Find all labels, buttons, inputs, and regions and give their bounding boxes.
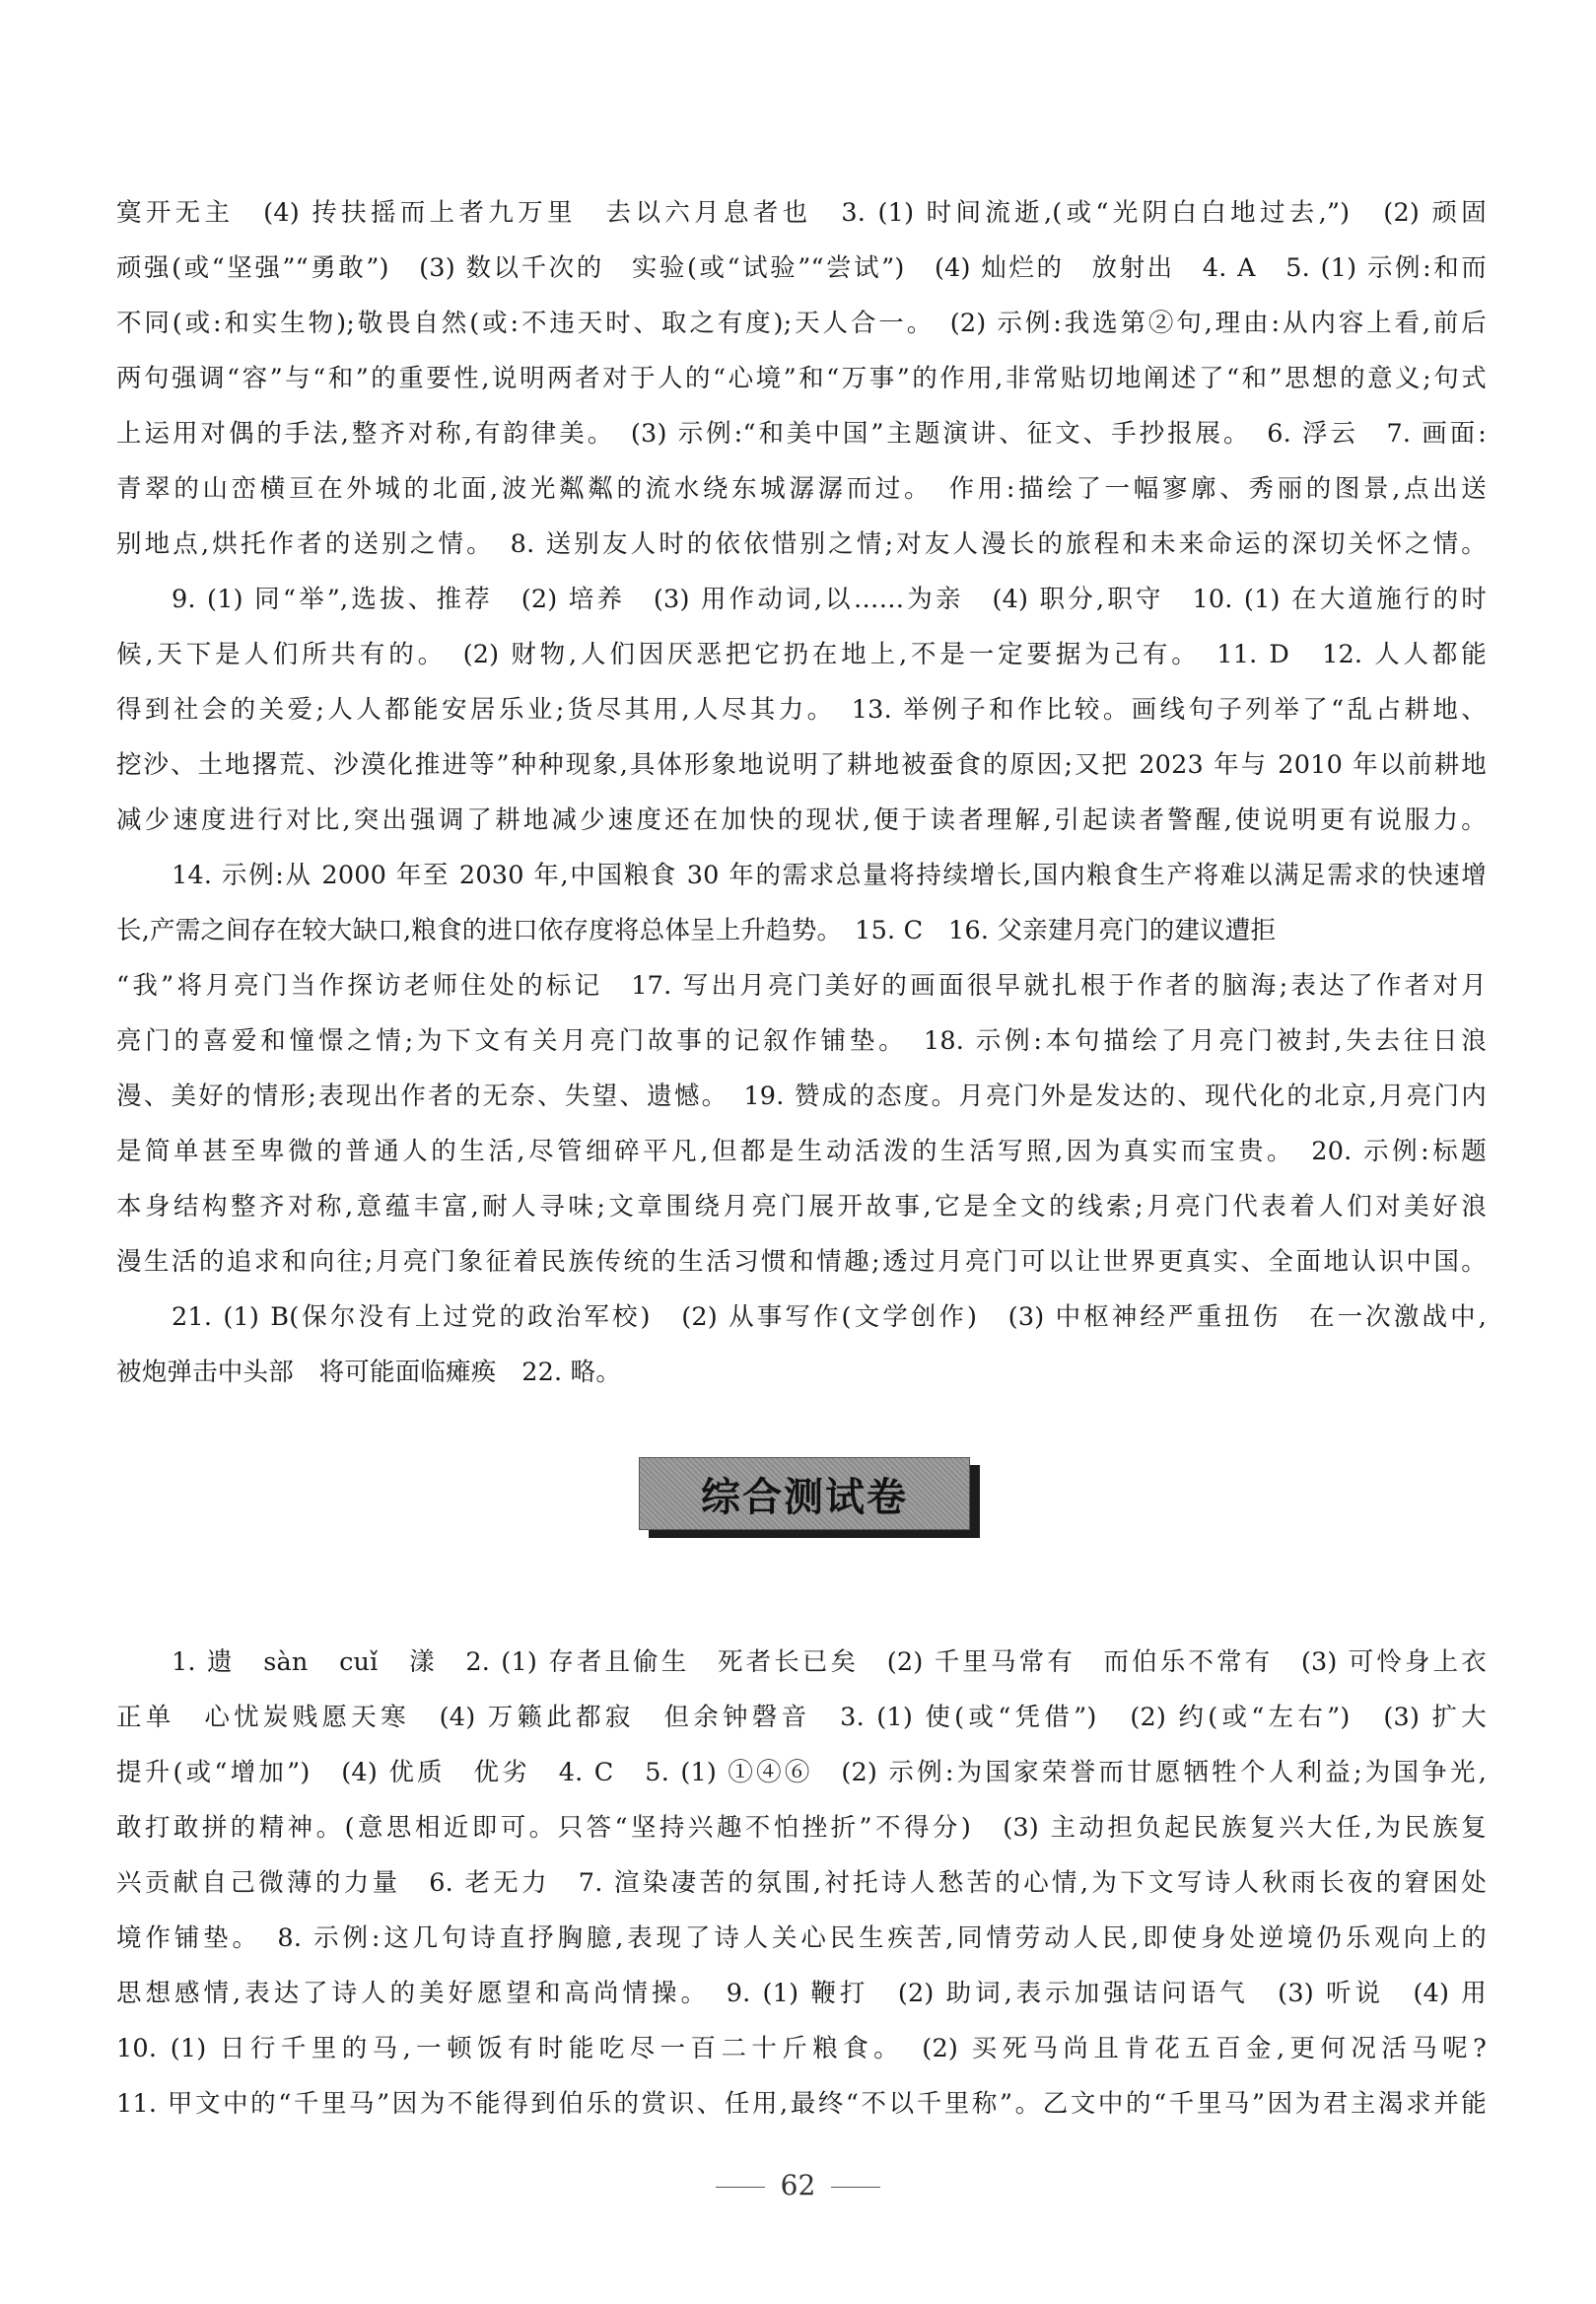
text-line: 长,产需之间存在较大缺口,粮食的进口依存度将总体呈上升趋势。 15. C 16. 父亲建月亮门的建议遭拒: [116, 916, 1277, 945]
text-line: 正单 心忧炭贱愿天寒 (4) 万籁此都寂 但余钟磬音 3. (1) 使(或“凭借”) (2) 约(或“左右”) (3) 扩大: [116, 1703, 1487, 1732]
text-line: 是简单甚至卑微的普通人的生活,尽管细碎平凡,但都是生动活泼的生活写照,因为真实而宝贵。 20. 示例:标题: [116, 1137, 1487, 1166]
text-line: 敢打敢拼的精神。(意思相近即可。只答“坚持兴趣不怕挫折”不得分) (3) 主动担负起民族复兴大任,为民族复: [116, 1813, 1487, 1843]
text-line: 得到社会的关爱;人人都能安居乐业;货尽其用,人尽其力。 13. 举例子和作比较。画线句子列举了“乱占耕地、: [116, 695, 1487, 725]
section-title: 综合测试卷: [701, 1474, 908, 1520]
answers-section-top: [116, 185, 1487, 1400]
text-line: 本身结构整齐对称,意蕴丰富,耐人寻味;文章围绕月亮门展开故事,它是全文的线索;月亮门代表着人们对美好浪: [116, 1192, 1487, 1222]
text-line: 漫生活的追求和向往;月亮门象征着民族传统的生活习惯和情趣;透过月亮门可以让世界更真实、全面地认识中国。: [116, 1247, 1487, 1277]
page-footer: [0, 2169, 1596, 2201]
text-line: 9. (1) 同“举”,选拔、推荐 (2) 培养 (3) 用作动词,以……为亲 (4) 职分,职守 10. (1) 在大道施行的时: [172, 585, 1487, 614]
text-line: 被炮弹击中头部 将可能面临瘫痪 22. 略。: [116, 1358, 622, 1387]
text-line: 青翠的山峦横亘在外城的北面,波光粼粼的流水绕东城潺潺而过。 作用:描绘了一幅寥廓、秀丽的图景,点出送: [116, 474, 1487, 504]
text-line: “我”将月亮门当作探访老师住处的标记 17. 写出月亮门美好的画面很早就扎根于作者的脑海;表达了作者对月: [116, 971, 1487, 1001]
text-line: 寞开无主 (4) 抟扶摇而上者九万里 去以六月息者也 3. (1) 时间流逝,(或“光阴白白地过去,”) (2) 顽固: [116, 198, 1487, 228]
text-line: 10. (1) 日行千里的马,一顿饭有时能吃尽一百二十斤粮食。 (2) 买死马尚且肯花五百金,更何况活马呢?: [116, 2034, 1487, 2063]
text-line: 不同(或:和实生物);敬畏自然(或:不违天时、取之有度);天人合一。 (2) 示例:我选第②句,理由:从内容上看,前后: [116, 309, 1487, 338]
text-line: 亮门的喜爱和憧憬之情;为下文有关月亮门故事的记叙作铺垫。 18. 示例:本句描绘了月亮门被封,失去往日浪: [116, 1026, 1487, 1056]
text-line: 提升(或“增加”) (4) 优质 优劣 4. C 5. (1) ①④⑥ (2) 示例:为国家荣誉而甘愿牺牲个人利益;为国争光,: [116, 1758, 1487, 1787]
footer-dash-right: [831, 2187, 880, 2188]
text-line: 思想感情,表达了诗人的美好愿望和高尚情操。 9. (1) 鞭打 (2) 助词,表示加强诘问语气 (3) 听说 (4) 用: [116, 1979, 1487, 2008]
text-line: 候,天下是人们所共有的。 (2) 财物,人们因厌恶把它扔在地上,不是一定要据为己有。 11. D 12. 人人都能: [116, 640, 1487, 669]
section-banner: [639, 1457, 980, 1538]
answers-section-bottom: [116, 1635, 1487, 2131]
text-line: 两句强调“容”与“和”的重要性,说明两者对于人的“心境”和“万事”的作用,非常贴切地阐述了“和”思想的意义;句式: [116, 364, 1487, 393]
text-line: 顽强(或“坚强”“勇敢”) (3) 数以千次的 实验(或“试验”“尝试”) (4) 灿烂的 放射出 4. A 5. (1) 示例:和而: [116, 253, 1487, 283]
banner-box: [639, 1457, 970, 1530]
text-line: 11. 甲文中的“千里马”因为不能得到伯乐的赏识、任用,最终“不以千里称”。乙文中的“千里马”因为君主渴求并能: [116, 2089, 1487, 2119]
text-line: 1. 遗 sàn cuǐ 漾 2. (1) 存者且偷生 死者长已矣 (2) 千里马常有 而伯乐不常有 (3) 可怜身上衣: [172, 1647, 1487, 1677]
footer-dash-left: [716, 2187, 765, 2188]
text-line: 境作铺垫。 8. 示例:这几句诗直抒胸臆,表现了诗人关心民生疾苦,同情劳动人民,即使身处逆境仍乐观向上的: [116, 1923, 1487, 1953]
text-line: 漫、美好的情形;表现出作者的无奈、失望、遗憾。 19. 赞成的态度。月亮门外是发达的、现代化的北京,月亮门内: [116, 1082, 1487, 1111]
text-line: 兴贡献自己微薄的力量 6. 老无力 7. 渲染凄苦的氛围,衬托诗人愁苦的心情,为下文写诗人秋雨长夜的窘困处: [116, 1868, 1487, 1898]
text-line: 14. 示例:从 2000 年至 2030 年,中国粮食 30 年的需求总量将持续增长,国内粮食生产将难以满足需求的快速增: [172, 861, 1487, 890]
text-line: 减少速度进行对比,突出强调了耕地减少速度还在加快的现状,便于读者理解,引起读者警醒,使说明更有说服力。: [116, 805, 1487, 835]
text-line: 21. (1) B(保尔没有上过党的政治军校) (2) 从事写作(文学创作) (3) 中枢神经严重扭伤 在一次激战中,: [172, 1302, 1487, 1332]
page-number: 62: [780, 2169, 816, 2201]
text-line: 上运用对偶的手法,整齐对称,有韵律美。 (3) 示例:“和美中国”主题演讲、征文、手抄报展。 6. 浮云 7. 画面:: [116, 419, 1487, 449]
text-line: 挖沙、土地撂荒、沙漠化推进等”种种现象,具体形象地说明了耕地被蚕食的原因;又把 2023 年与 2010 年以前耕地: [116, 750, 1487, 780]
text-line: 别地点,烘托作者的送别之情。 8. 送别友人时的依依惜别之情;对友人漫长的旅程和未来命运的深切关怀之情。: [116, 529, 1487, 559]
